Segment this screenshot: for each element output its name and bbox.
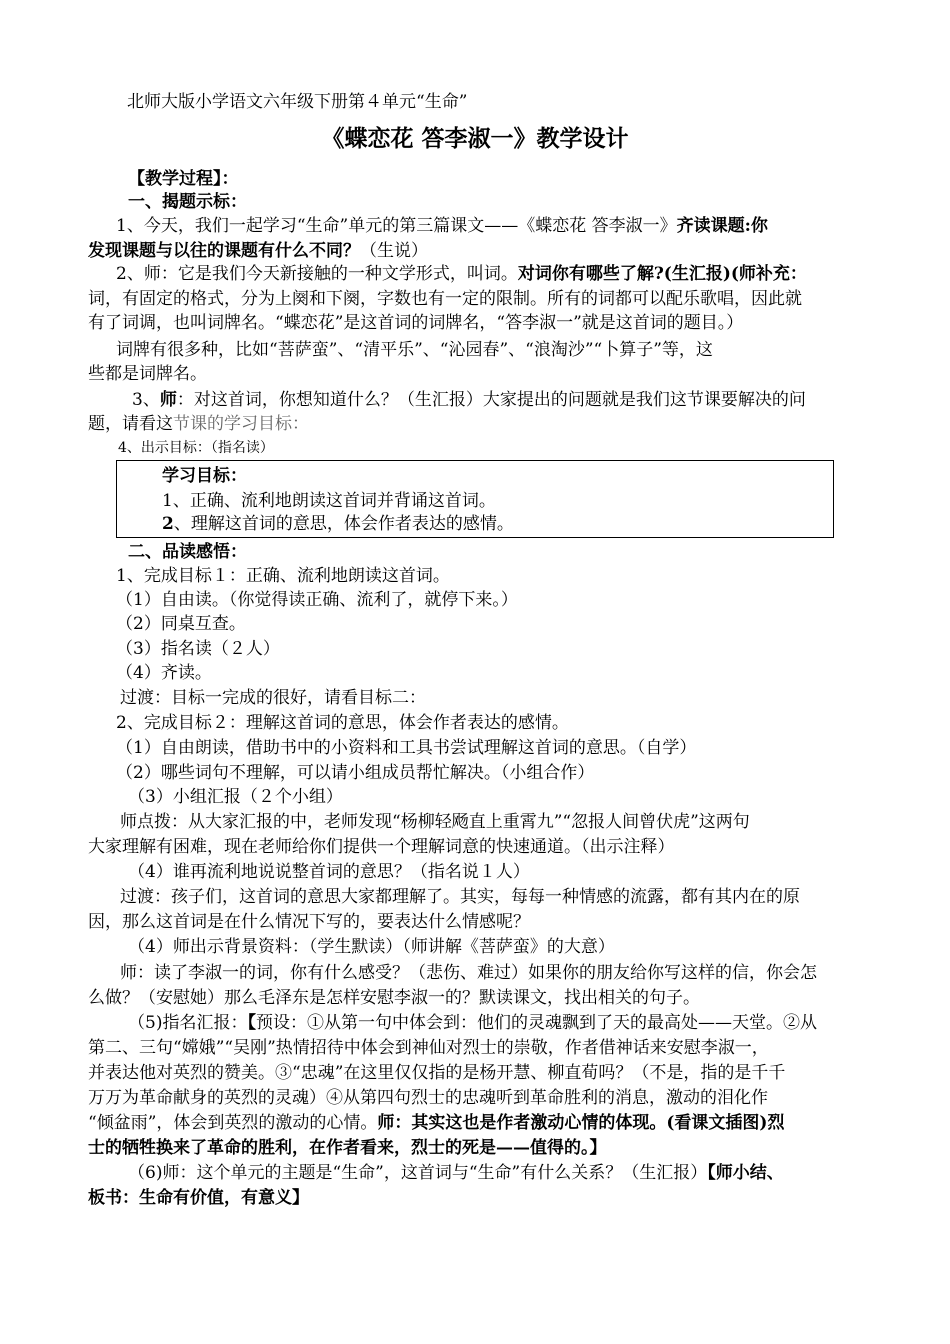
- task-5-line-6: 士的牺牲换来了革命的胜利，在作者看来，烈士的死是——值得的。】: [88, 1138, 607, 1158]
- task-2-step-1: （1）自由朗读，借助书中的小资料和工具书尝试理解这首词的意思。（自学）: [116, 738, 697, 758]
- paragraph-4-line-2: 题，请看这节课的学习目标：: [88, 414, 309, 434]
- teacher-guidance-line-1: 师点拨：从大家汇报的中，老师发现“杨柳轻飏直上重霄九”“忽报人间曾伏虎”这两句: [120, 812, 750, 832]
- paragraph-3-line-2: 些都是词牌名。: [88, 364, 207, 384]
- paragraph-3-line-1: 词牌有很多种，比如“菩萨蛮”、“清平乐”、“沁园春”、“浪淘沙”“卜算子”等，这: [116, 340, 713, 360]
- section1-heading: 一、揭题示标：: [128, 192, 247, 212]
- task-1-step-1: （1）自由读。（你觉得读正确、流利了，就停下来。）: [116, 590, 518, 610]
- learning-goal-2: 2、理解这首词的意思，体会作者表达的感情。: [162, 514, 514, 534]
- task-5-line-4: 万万为革命献身的英烈的灵魂）④从第四句烈士的忠魂听到革命胜利的消息，激动的泪化作: [88, 1088, 768, 1108]
- task-5-line-1: （5)指名汇报：【预设：①从第一句中体会到：他们的灵魂飘到了天的最高处——天堂。②从: [128, 1013, 817, 1033]
- task-1-step-2: （2）同桌互查。: [116, 614, 246, 634]
- task-6-line-2: 板书：生命有价值，有意义】: [88, 1188, 309, 1208]
- task-2-background: （4）师出示背景资料：（学生默读）（师讲解《菩萨蛮》的大意）: [128, 937, 615, 957]
- task-1: 1、完成目标１：正确、流利地朗读这首词。: [116, 566, 450, 586]
- task-2-step-3: （3）小组汇报（２个小组）: [128, 787, 343, 807]
- task-5-line-3: 并表达他对英烈的赞美。③“忠魂”在这里仅仅指的是杨开慧、柳直荀吗？（不是，指的是千千: [88, 1063, 786, 1083]
- task-1-step-3: （3）指名读（２人）: [116, 639, 280, 659]
- paragraph-2-line-2: 词，有固定的格式，分为上阕和下阕，字数也有一定的限制。所有的词都可以配乐歌唱，因此就: [88, 289, 802, 309]
- task-2-step-2: （2）哪些词句不理解，可以请小组成员帮忙解决。（小组合作）: [116, 763, 595, 783]
- paragraph-4-line-1: 3、师：对这首词，你想知道什么？（生汇报）大家提出的问题就是我们这节课要解决的问: [132, 390, 806, 410]
- transition-2-line-2: 因，那么这首词是在什么情况下写的，要表达什么情感呢？: [88, 912, 530, 932]
- task-5-line-5: “倾盆雨”，体会到英烈的激动的心情。师：其实这也是作者激动心情的体现。(看课文插图)烈: [88, 1113, 785, 1133]
- document-title: 《蝶恋花 答李淑一》教学设计: [321, 126, 629, 152]
- task-6-line-1: （6)师：这个单元的主题是“生命”，这首词与“生命”有什么关系？（生汇报）【师小结、: [128, 1163, 784, 1183]
- transition-1: 过渡：目标一完成的很好，请看目标二：: [120, 688, 426, 708]
- paragraph-2-line-3: 有了词调，也叫词牌名。“蝶恋花”是这首词的词牌名，“答李淑一”就是这首词的题目。）: [88, 313, 744, 333]
- paragraph-2-line-1: 2、师：它是我们今天新接触的一种文学形式，叫词。对词你有哪些了解?(生汇报)(师补充：: [116, 264, 807, 284]
- paragraph-1-line-2: 发现课题与以往的课题有什么不同？（生说）: [88, 241, 428, 261]
- transition-2-line-1: 过渡：孩子们，这首词的意思大家都理解了。其实，每每一种情感的流露，都有其内在的原: [120, 887, 800, 907]
- paragraph-1-line-1: 1、今天，我们一起学习“生命”单元的第三篇课文——《蝶恋花 答李淑一》齐读课题:你: [116, 216, 768, 236]
- task-2: 2、完成目标２：理解这首词的意思，体会作者表达的感情。: [116, 713, 569, 733]
- teacher-question-line-2: 么做？（安慰她）那么毛泽东是怎样安慰李淑一的？默读课文，找出相关的句子。: [88, 988, 700, 1008]
- learning-goal-1: 1、正确、流利地朗读这首词并背诵这首词。: [162, 491, 496, 511]
- document-subtitle: 北师大版小学语文六年级下册第４单元“生命”: [127, 92, 468, 112]
- learning-goals-heading: 学习目标：: [162, 466, 247, 486]
- section2-heading: 二、品读感悟：: [128, 542, 247, 562]
- process-heading: 【教学过程】：: [128, 169, 239, 189]
- task-1-step-4: （4）齐读。: [116, 663, 212, 683]
- show-goals-line: 4、出示目标：（指名读）: [118, 440, 274, 456]
- teacher-question-line-1: 师：读了李淑一的词，你有什么感受？（悲伤、难过）如果你的朋友给你写这样的信，你会怎: [120, 963, 817, 983]
- task-5-line-2: 第二、三句“嫦娥”“吴刚”热情招待中体会到神仙对烈士的崇敬，作者借神话来安慰李淑一，: [88, 1038, 769, 1058]
- teacher-guidance-line-2: 大家理解有困难，现在老师给你们提供一个理解词意的快速通道。（出示注释）: [88, 837, 675, 857]
- task-2-step-4: （4）谁再流利地说说整首词的意思？（指名说１人）: [128, 862, 530, 882]
